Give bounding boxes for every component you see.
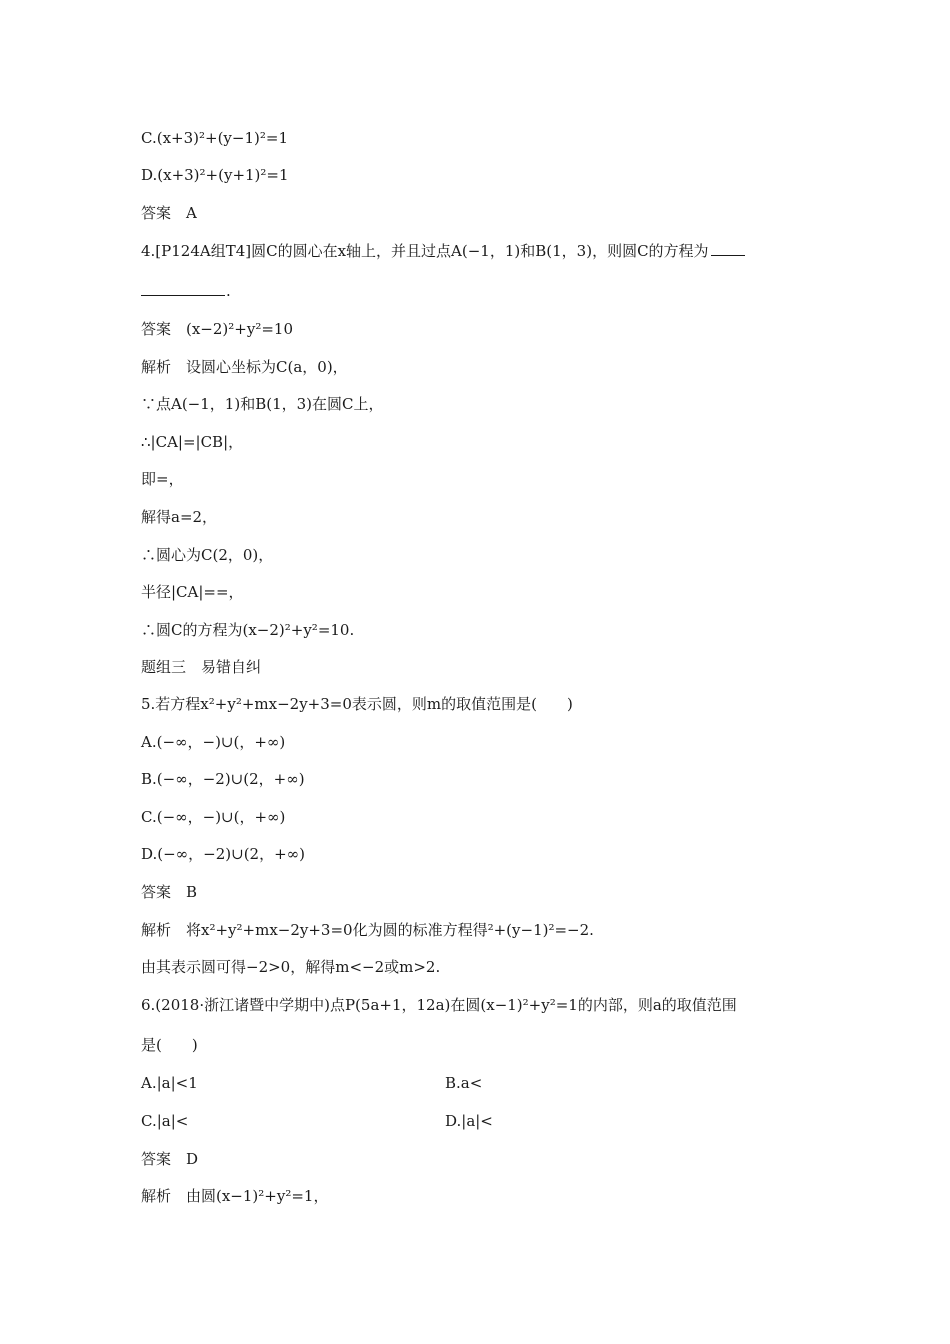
answer-q3: 答案 A <box>141 204 197 222</box>
question-5: 5.若方程x²+y²+mx−2y+3=0表示圆，则m的取值范围是( ) <box>141 695 573 713</box>
answer-blank <box>711 241 745 256</box>
question-4-text: 4.[P124A组T4]圆C的圆心在x轴上，并且过点A(−1，1)和B(1，3)，则圆C的方程为 <box>141 242 709 260</box>
analysis-q4-line2: ∵点A(−1，1)和B(1，3)在圆C上， <box>141 395 384 413</box>
analysis-q6-line1: 解析 由圆(x−1)²+y²=1， <box>141 1187 329 1205</box>
answer-q6: 答案 D <box>141 1150 199 1168</box>
analysis-q4-line5: 解得a=2， <box>141 508 218 526</box>
analysis-q4-line4: 即=， <box>141 470 184 488</box>
analysis-q4-line6: ∴圆心为C(2，0)， <box>141 546 274 564</box>
question-4 <box>141 241 745 261</box>
option-c-q6: C.|a|< <box>141 1112 189 1130</box>
option-d-q6: D.|a|< <box>445 1112 493 1130</box>
analysis-q4-line3: ∴|CA|=|CB|， <box>141 433 244 451</box>
analysis-q4-line8: ∴圆C的方程为(x−2)²+y²=10. <box>141 621 355 639</box>
question-6-line2: 是( ) <box>141 1036 198 1054</box>
analysis-q4-line1: 解析 设圆心坐标为C(a，0)， <box>141 358 348 376</box>
analysis-q5-line2: 由其表示圆可得−2>0，解得m<−2或m>2. <box>141 958 441 976</box>
section-heading: 题组三 易错自纠 <box>141 658 262 676</box>
option-b-q5: B.(−∞，−2)∪(2，+∞) <box>141 770 305 788</box>
option-a-q5: A.(−∞，−)∪(，+∞) <box>141 733 286 751</box>
option-d-q3: D.(x+3)²+(y+1)²=1 <box>141 166 289 184</box>
option-b-q6: B.a< <box>445 1074 483 1092</box>
question-6-line1: 6.(2018·浙江诸暨中学期中)点P(5a+1，12a)在圆(x−1)²+y²=1的内部，则a的取值范围 <box>141 996 737 1014</box>
option-c-q3: C.(x+3)²+(y−1)²=1 <box>141 129 288 147</box>
option-c-q5: C.(−∞，−)∪(，+∞) <box>141 808 286 826</box>
option-a-q6: A.|a|<1 <box>141 1074 198 1092</box>
answer-blank-continued <box>141 295 225 296</box>
analysis-q5-line1: 解析 将x²+y²+mx−2y+3=0化为圆的标准方程得²+(y−1)²=−2. <box>141 921 594 939</box>
answer-q5: 答案 B <box>141 883 198 901</box>
analysis-q4-line7: 半径|CA|==， <box>141 583 244 601</box>
answer-q4: 答案 (x−2)²+y²=10 <box>141 320 293 338</box>
blank-period: . <box>226 282 231 300</box>
option-d-q5: D.(−∞，−2)∪(2，+∞) <box>141 845 306 863</box>
